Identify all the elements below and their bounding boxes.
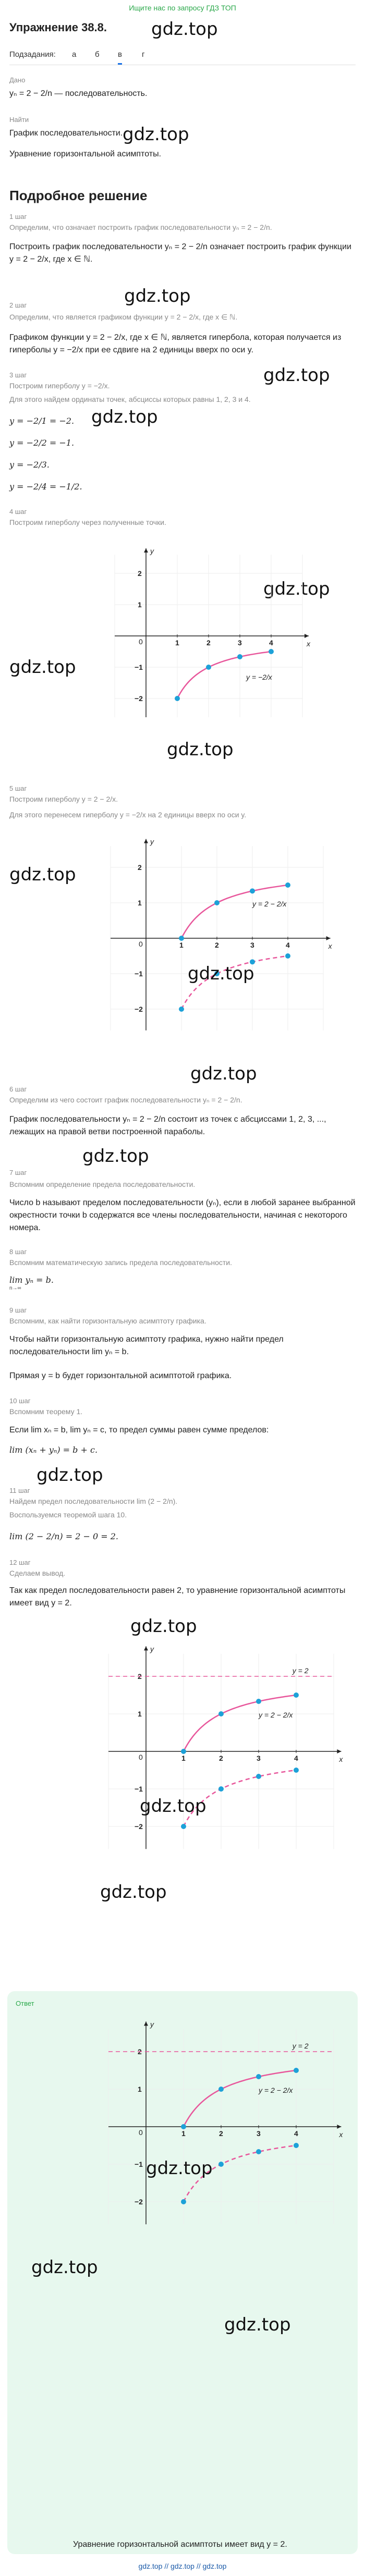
x-tick-label: 2 bbox=[219, 2129, 223, 2138]
step-label: 7 шаг bbox=[9, 1169, 27, 1176]
data-point bbox=[269, 649, 274, 654]
x-tick-label: 1 bbox=[181, 2129, 186, 2138]
curve-label: y = 2 − 2/x bbox=[252, 899, 287, 908]
data-point bbox=[206, 665, 211, 670]
watermark: gdz.top bbox=[9, 657, 76, 678]
solution-title: Подробное решение bbox=[9, 188, 148, 203]
step-hint: Определим, что является графиком функции y = 2 − 2/x, где x ∈ ℕ. bbox=[9, 313, 238, 321]
subtab-g[interactable]: г bbox=[142, 50, 145, 59]
y-tick-label: 1 bbox=[138, 2085, 142, 2093]
theorem-formula: lim (xₙ + yₙ) = b + c. bbox=[9, 1445, 98, 1455]
data-point bbox=[175, 696, 180, 701]
step-hint: Найдем предел последовательности lim (2 − 2/n). bbox=[9, 1497, 178, 1505]
origin-label: 0 bbox=[139, 637, 143, 646]
data-point bbox=[218, 1786, 224, 1792]
step-label: 9 шаг bbox=[9, 1306, 27, 1314]
watermark: gdz.top bbox=[188, 963, 254, 984]
y-axis-arrow bbox=[144, 2021, 148, 2026]
watermark: gdz.top bbox=[82, 1146, 149, 1167]
shifted-hyperbola-graph bbox=[78, 834, 332, 1037]
data-point bbox=[294, 2068, 299, 2073]
step-text: Чтобы найти горизонтальную асимптоту графика, нужно найти предел последовательности lim yₙ = b. bbox=[9, 1335, 284, 1356]
data-point bbox=[181, 1749, 186, 1754]
x-tick-label: 1 bbox=[175, 639, 179, 647]
y-tick-label: 2 bbox=[138, 2047, 142, 2056]
data-point bbox=[256, 1774, 261, 1779]
origin-label: 0 bbox=[139, 940, 143, 948]
step-hint: Определим из чего состоит график последовательности yₙ = 2 − 2/n. bbox=[9, 1096, 242, 1104]
limit-formula: lim yₙ = b. bbox=[9, 1275, 54, 1285]
step-hint: Вспомним, как найти горизонтальную асимптоту графика. bbox=[9, 1317, 206, 1325]
y-axis-label: y bbox=[150, 837, 154, 846]
step-label: 8 шаг bbox=[9, 1248, 27, 1256]
shifted-hyperbola-curve bbox=[184, 1695, 296, 1751]
shifted-hyperbola-curve bbox=[181, 885, 288, 938]
find-line-2: Уравнение горизонтальной асимптоты. bbox=[9, 150, 162, 158]
x-tick-label: 2 bbox=[215, 941, 219, 949]
y-tick-label: −1 bbox=[135, 1785, 143, 1793]
x-axis-label: x bbox=[339, 2130, 343, 2139]
limit-result: lim (2 − 2/n) = 2 − 0 = 2. bbox=[9, 1531, 118, 1541]
step-hint: Сделаем вывод. bbox=[9, 1569, 66, 1577]
y-tick-label: −1 bbox=[135, 2160, 143, 2168]
x-tick-label: 4 bbox=[286, 941, 290, 949]
y-axis-label: y bbox=[150, 2020, 154, 2029]
step-hint: Для этого перенесем гиперболу y = −2/x на 2 единицы вверх по оси y. bbox=[9, 811, 247, 819]
data-point bbox=[218, 2162, 224, 2167]
data-point bbox=[214, 900, 220, 905]
x-tick-label: 3 bbox=[238, 639, 242, 647]
x-axis-label: x bbox=[328, 942, 332, 950]
data-point bbox=[294, 1768, 299, 1773]
watermark: gdz.top bbox=[123, 124, 189, 145]
y-tick-label: 1 bbox=[138, 899, 142, 907]
watermark: gdz.top bbox=[263, 365, 330, 386]
shifted-hyperbola-curve bbox=[184, 2070, 296, 2127]
watermark: gdz.top bbox=[91, 407, 158, 427]
x-tick-label: 4 bbox=[269, 639, 273, 647]
watermark: gdz.top bbox=[151, 19, 218, 40]
watermark: gdz.top bbox=[224, 2314, 291, 2335]
top-banner bbox=[0, 0, 365, 16]
watermark: gdz.top bbox=[146, 2158, 213, 2179]
subtab-v[interactable]: в bbox=[118, 50, 122, 65]
step-label: 1 шаг bbox=[9, 213, 27, 220]
origin-label: 0 bbox=[139, 2128, 143, 2137]
x-axis-label: x bbox=[339, 1755, 343, 1763]
calc-line: y = −2/2 = −1. bbox=[9, 438, 75, 448]
curve-label: y = 2 − 2/x bbox=[259, 1711, 293, 1720]
watermark: gdz.top bbox=[190, 1063, 257, 1084]
step-hint: Построим гиперболу y = 2 − 2/x. bbox=[9, 795, 118, 803]
watermark: gdz.top bbox=[140, 1796, 206, 1817]
data-point bbox=[181, 1824, 186, 1829]
step-label: 2 шаг bbox=[9, 301, 27, 309]
watermark: gdz.top bbox=[167, 739, 234, 760]
data-point bbox=[179, 1007, 184, 1012]
step-label: 5 шаг bbox=[9, 784, 27, 792]
promo-link[interactable]: Ищите нас по запросу ГДЗ ТОП bbox=[129, 4, 236, 12]
limit-subscript: n→∞ bbox=[9, 1285, 21, 1291]
curve-label: y = −2/x bbox=[246, 673, 272, 681]
y-tick-label: −2 bbox=[135, 1822, 143, 1831]
data-point bbox=[256, 1699, 261, 1704]
y-axis-arrow bbox=[144, 1646, 148, 1650]
y-axis-label: y bbox=[150, 547, 154, 555]
asymptote-label: y = 2 bbox=[292, 1666, 309, 1675]
step-label: 12 шаг bbox=[9, 1559, 31, 1566]
x-axis-arrow bbox=[326, 936, 331, 940]
answer-text: Уравнение горизонтальной асимптоты имеет вид y = 2. bbox=[73, 2540, 287, 2549]
data-point bbox=[218, 2087, 224, 2092]
step-text: График последовательности yₙ = 2 − 2/n состоит из точек с абсциссами 1, 2, 3, ..., лежащих на правой ветви построенной параболы. bbox=[9, 1115, 326, 1136]
page-title: Упражнение 38.8. bbox=[9, 21, 107, 34]
data-point bbox=[179, 936, 184, 941]
origin-label: 0 bbox=[139, 1753, 143, 1761]
footer-links[interactable]: gdz.top // gdz.top // gdz.top bbox=[138, 2562, 227, 2570]
watermark: gdz.top bbox=[130, 1616, 197, 1637]
calc-line: y = −2/1 = −2. bbox=[9, 416, 75, 426]
find-line-1: График последовательности. bbox=[9, 129, 123, 138]
x-tick-label: 2 bbox=[219, 1754, 223, 1762]
data-point bbox=[285, 953, 290, 959]
step-label: 4 шаг bbox=[9, 508, 27, 516]
step-hint: Вспомним теорему 1. bbox=[9, 1407, 83, 1416]
y-tick-label: 2 bbox=[138, 569, 142, 578]
step-label: 6 шаг bbox=[9, 1085, 27, 1093]
step-text: Число b называют пределом последовательности (yₙ), если в любой заранее выбранной окрестности точки b содержатся все члены последовательности, начиная с некоторого номера. bbox=[9, 1198, 356, 1232]
step-text: Прямая y = b будет горизонтальной асимптотой графика. bbox=[9, 1371, 232, 1380]
x-tick-label: 3 bbox=[257, 1754, 261, 1762]
y-tick-label: −2 bbox=[135, 694, 143, 703]
step-label: 10 шаг bbox=[9, 1397, 31, 1405]
answer-graph bbox=[57, 2017, 343, 2236]
x-tick-label: 2 bbox=[206, 639, 211, 647]
x-axis-arrow bbox=[305, 634, 309, 638]
x-tick-label: 1 bbox=[181, 1754, 186, 1762]
step-hint: Определим, что означает построить график последовательности yₙ = 2 − 2/n. bbox=[9, 223, 272, 231]
given-text: yₙ = 2 − 2/n — последовательность. bbox=[9, 89, 148, 98]
subtab-a[interactable]: а bbox=[72, 50, 77, 59]
step-hint: Вспомним определение предела последовательности. bbox=[9, 1180, 196, 1188]
x-axis-arrow bbox=[337, 1749, 341, 1753]
data-point bbox=[250, 888, 255, 893]
x-tick-label: 1 bbox=[179, 941, 184, 949]
subtab-b[interactable]: б bbox=[95, 50, 100, 59]
asymptote-label: y = 2 bbox=[292, 2042, 309, 2050]
given-label: Дано bbox=[9, 76, 26, 84]
x-tick-label: 3 bbox=[250, 941, 254, 949]
asymptote-graph bbox=[57, 1642, 343, 1861]
y-tick-label: −2 bbox=[135, 1005, 143, 1013]
data-point bbox=[181, 2124, 186, 2129]
y-axis-arrow bbox=[144, 839, 148, 843]
watermark: gdz.top bbox=[31, 2257, 98, 2278]
data-point bbox=[285, 882, 290, 888]
data-point bbox=[256, 2149, 261, 2154]
step-hint: Вспомним математическую запись предела последовательности. bbox=[9, 1258, 233, 1267]
data-point bbox=[256, 2074, 261, 2079]
y-tick-label: 2 bbox=[138, 863, 142, 872]
step-text: Графиком функции y = 2 − 2/x, где x ∈ ℕ, является гипербола, которая получается из гиперболы y = −2/x при ее сдвиге на 2 единицы вверх по оси y. bbox=[9, 333, 342, 354]
step-hint: Воспользуемся теоремой шага 10. bbox=[9, 1511, 127, 1519]
watermark: gdz.top bbox=[263, 579, 330, 599]
step-text: Так как предел последовательности равен 2, то уравнение горизонтальной асимптоты имеет вид y = 2. bbox=[9, 1586, 346, 1608]
y-tick-label: 1 bbox=[138, 1710, 142, 1718]
watermark: gdz.top bbox=[100, 1882, 167, 1903]
step-hint: Для этого найдем ординаты точек, абсциссы которых равны 1, 2, 3 и 4. bbox=[9, 395, 251, 403]
hyperbola-graph bbox=[78, 542, 310, 745]
answer-label: Ответ bbox=[16, 2000, 34, 2007]
data-point bbox=[294, 2143, 299, 2148]
find-label: Найти bbox=[9, 116, 29, 124]
curve-label: y = 2 − 2/x bbox=[259, 2086, 293, 2095]
y-tick-label: −2 bbox=[135, 2198, 143, 2206]
step-text: Если lim xₙ = b, lim yₙ = c, то предел суммы равен сумме пределов: bbox=[9, 1426, 269, 1434]
y-axis-arrow bbox=[144, 548, 148, 553]
data-point bbox=[218, 1711, 224, 1716]
y-tick-label: −1 bbox=[135, 970, 143, 978]
step-text: Построить график последовательности yₙ = 2 − 2/n означает построить график функции y = 2 − 2/x, где x ∈ ℕ. bbox=[9, 242, 351, 264]
step-hint: Построим гиперболу через полученные точки. bbox=[9, 518, 166, 526]
calc-line: y = −2/3. bbox=[9, 460, 50, 470]
y-axis-label: y bbox=[150, 1645, 154, 1653]
data-point bbox=[294, 1692, 299, 1698]
calc-line: y = −2/4 = −1/2. bbox=[9, 482, 82, 492]
step-hint: Построим гиперболу y = −2/x. bbox=[9, 382, 110, 390]
data-point bbox=[181, 2199, 186, 2204]
step-label: 3 шаг bbox=[9, 371, 27, 379]
x-tick-label: 3 bbox=[257, 2129, 261, 2138]
x-tick-label: 4 bbox=[294, 2129, 298, 2138]
subtabs-label: Подзадания: bbox=[9, 50, 56, 59]
y-tick-label: 2 bbox=[138, 1672, 142, 1680]
data-point bbox=[237, 654, 242, 659]
step-label: 11 шаг bbox=[9, 1487, 30, 1494]
x-tick-label: 4 bbox=[294, 1754, 298, 1762]
x-axis-label: x bbox=[307, 640, 310, 648]
watermark: gdz.top bbox=[36, 1465, 103, 1486]
y-tick-label: 1 bbox=[138, 600, 142, 609]
watermark: gdz.top bbox=[124, 286, 191, 306]
watermark: gdz.top bbox=[9, 864, 76, 885]
y-tick-label: −1 bbox=[135, 663, 143, 671]
